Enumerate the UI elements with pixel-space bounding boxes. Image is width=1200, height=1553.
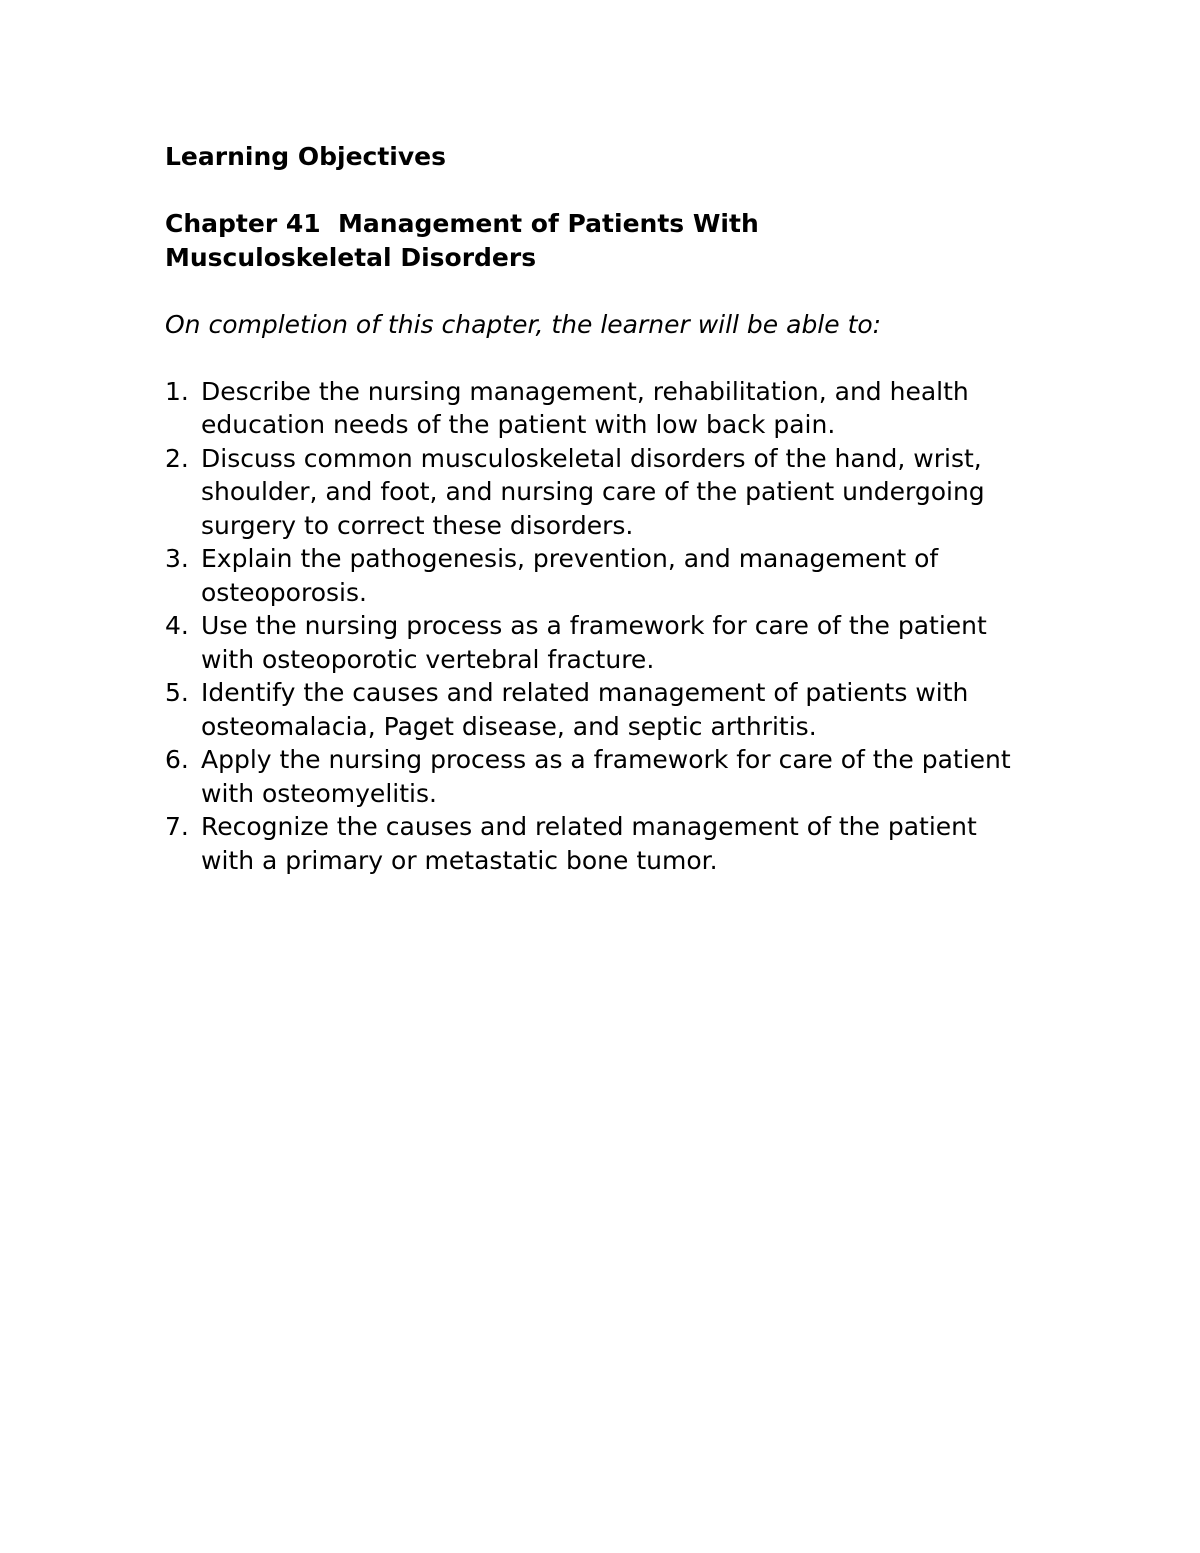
- list-item-text: Recognize the causes and related management of the patient with a primary or metastatic bone tumor.: [201, 812, 977, 875]
- list-item-text: Use the nursing process as a framework for care of the patient with osteoporotic vertebral fracture.: [201, 611, 987, 674]
- list-item-text: Discuss common musculoskeletal disorders of the hand, wrist, shoulder, and foot, and nursing care of the patient undergoing surgery to correct these disorders.: [201, 443, 985, 540]
- document-content: [165, 140, 1035, 877]
- list-item: [165, 542, 1035, 609]
- chapter-title-line2: Musculoskeletal Disorders: [165, 242, 537, 272]
- list-item: [165, 810, 1035, 877]
- intro-text: On completion of this chapter, the learner will be able to:: [165, 309, 882, 339]
- list-item-text: Describe the nursing management, rehabilitation, and health education needs of the patient with low back pain.: [201, 376, 969, 439]
- list-item: [165, 609, 1035, 676]
- list-item-number: 4.: [165, 611, 189, 640]
- list-item-text: Explain the pathogenesis, prevention, and management of osteoporosis.: [201, 544, 939, 607]
- list-item-number: 6.: [165, 745, 189, 774]
- list-item: [165, 676, 1035, 743]
- objectives-list: [165, 375, 1035, 878]
- chapter-title-line1: Chapter 41 Management of Patients With: [165, 209, 759, 238]
- list-item: [165, 375, 1035, 442]
- list-item-number: 2.: [165, 443, 189, 473]
- list-item: [165, 442, 1035, 543]
- list-item-text: Identify the causes and related management of patients with osteomalacia, Paget disease, and septic arthritis.: [201, 678, 969, 741]
- section-heading: Learning Objectives: [165, 142, 446, 171]
- chapter-title: [165, 207, 1035, 274]
- list-item-number: 1.: [165, 376, 189, 406]
- list-item-number: 5.: [165, 678, 189, 707]
- list-item-number: 7.: [165, 812, 189, 841]
- list-item: [165, 743, 1035, 810]
- list-item-text: Apply the nursing process as a framework for care of the patient with osteomyelitis.: [201, 745, 1011, 808]
- list-item-number: 3.: [165, 544, 189, 573]
